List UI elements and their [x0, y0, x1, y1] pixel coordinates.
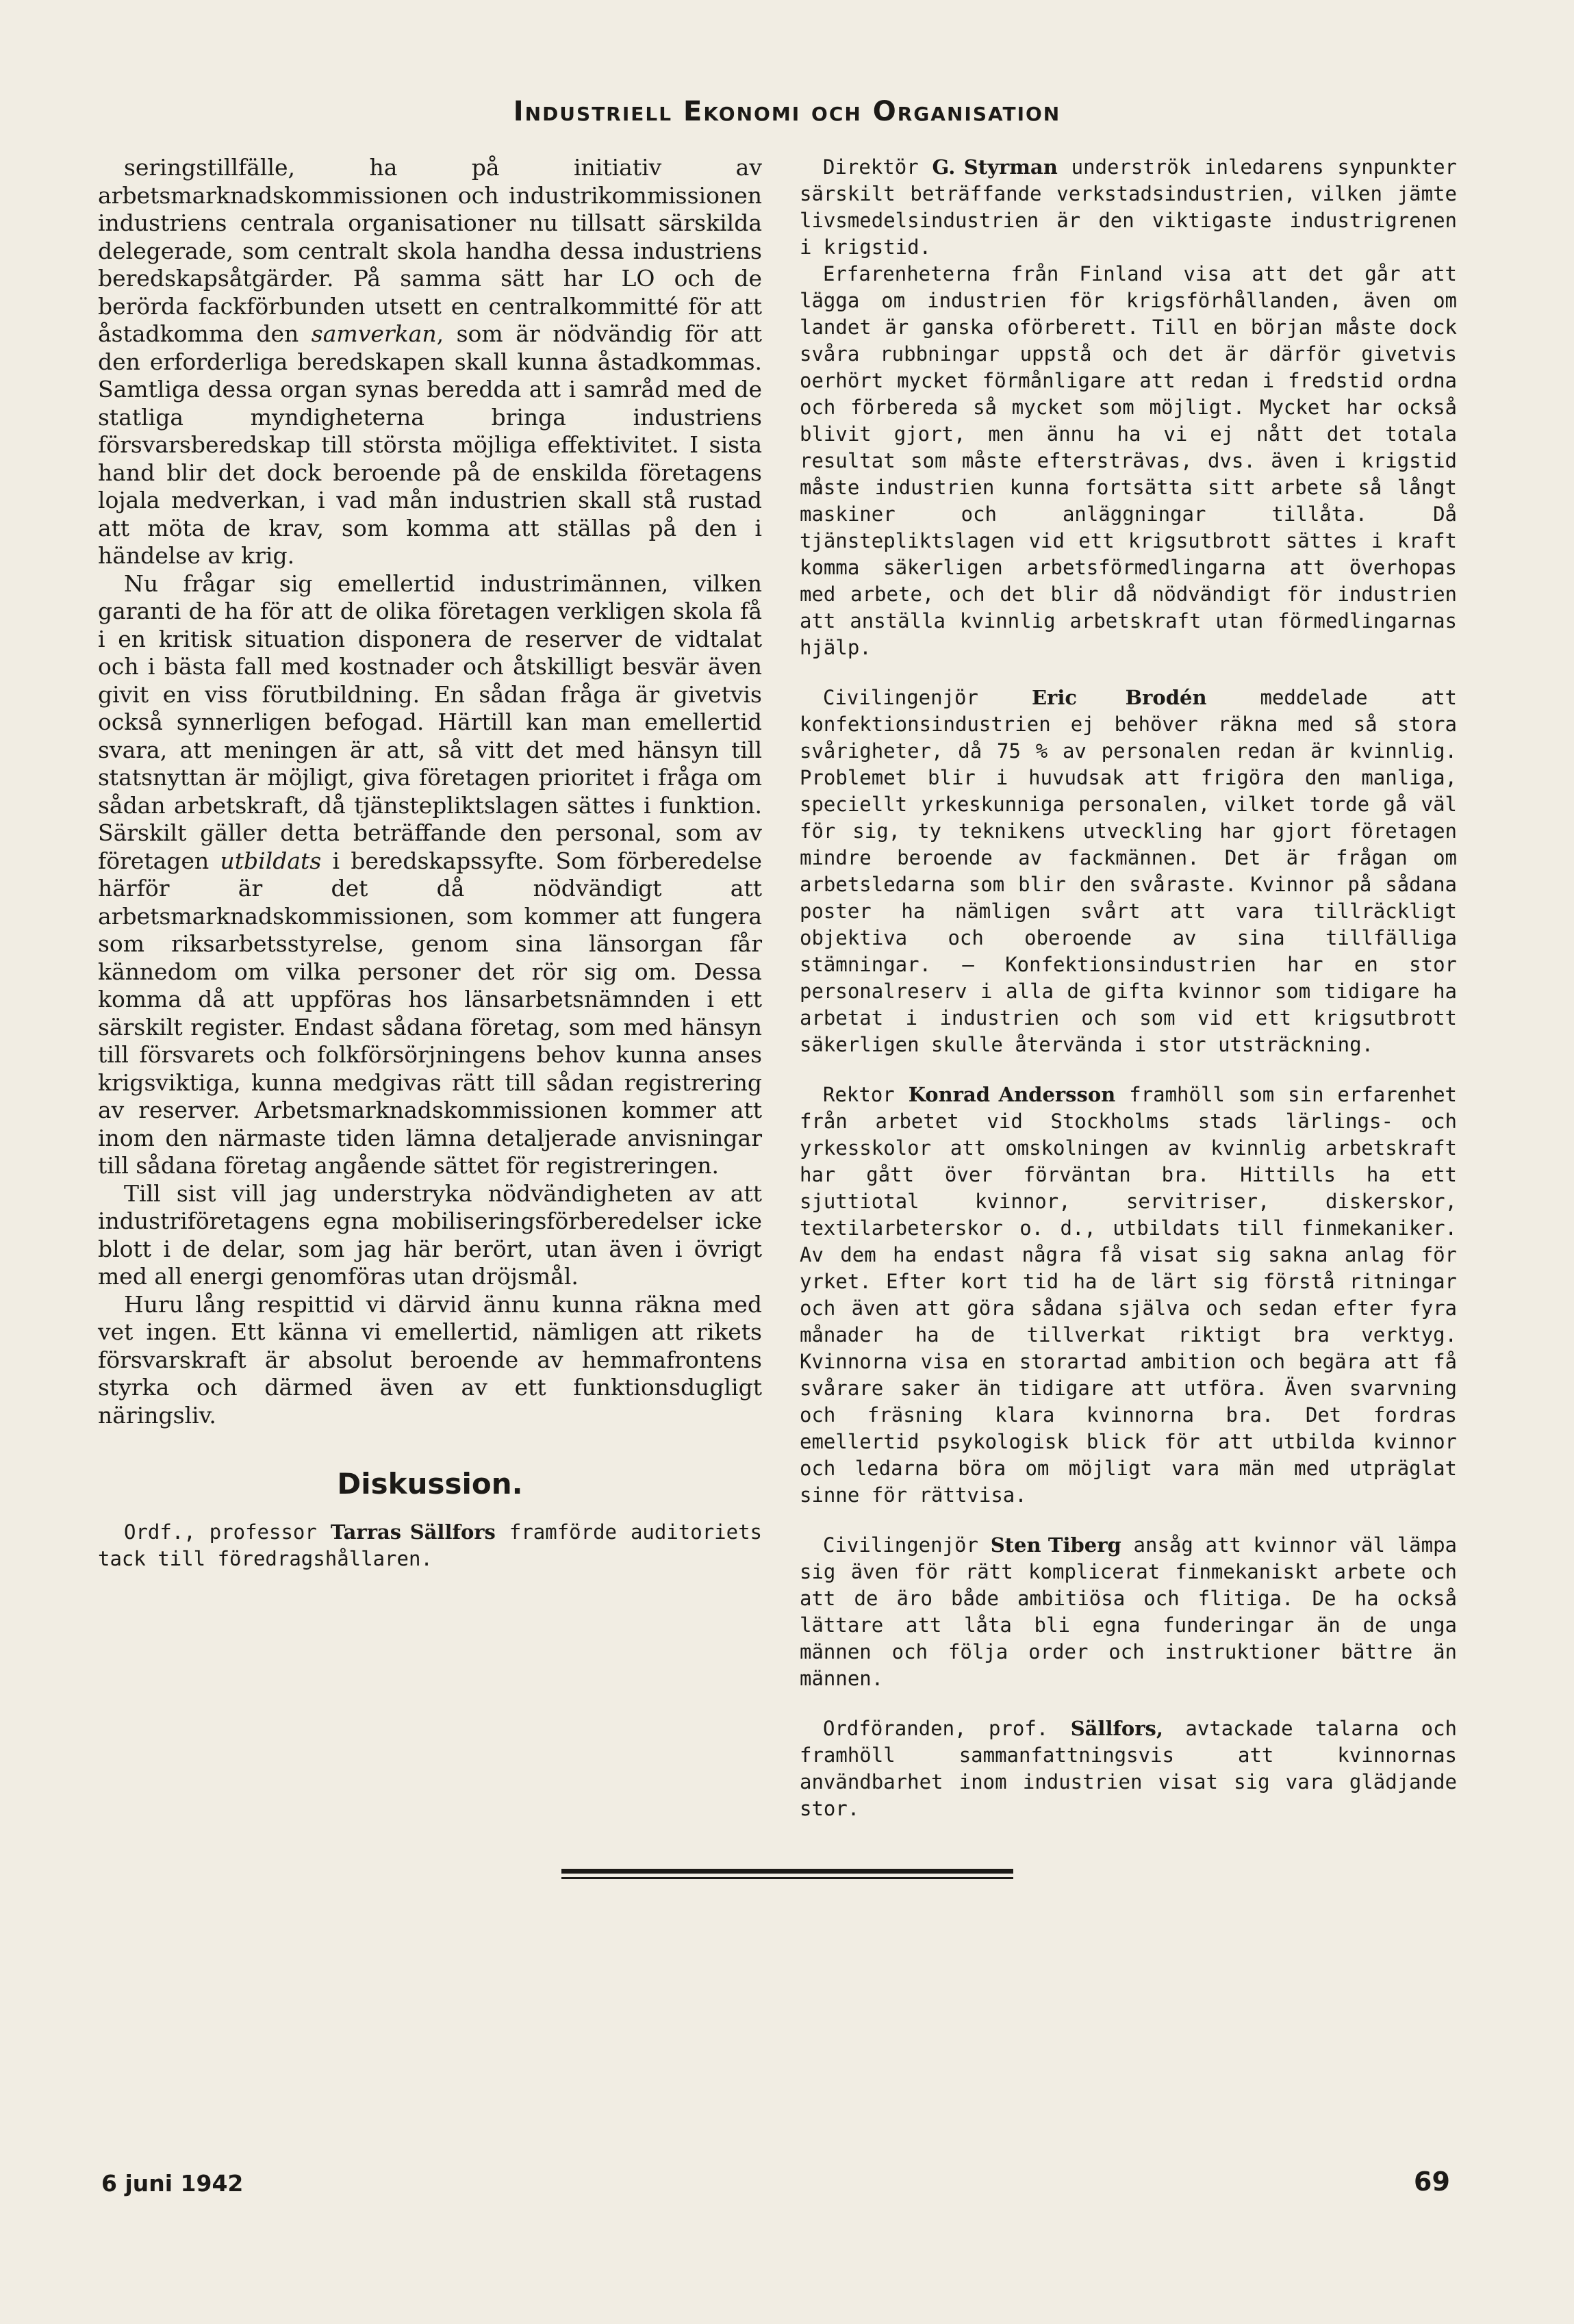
speaker-name: Tarras Sällfors [330, 1520, 496, 1544]
discussion-paragraph: Ordf., professor Tarras Sällfors framförde auditoriets tack till föredragshållaren. [98, 1520, 763, 1570]
page-number: 69 [1414, 2167, 1450, 2197]
right-paragraph-1: Direktör G. Styrman underströk inledarens synpunkter särskilt beträffande verkstadsindustrien, vilken jämte livsmedelsindustrien är den viktigaste industrigrenen i krigstid. [800, 155, 1458, 259]
left-column [98, 154, 762, 1572]
speaker-name: Konrad Andersson [908, 1083, 1116, 1106]
speaker-name: Eric Brodén [1031, 686, 1207, 709]
left-paragraph-3: Till sist vill jag understryka nödvändigheten av att industriföretagens egna mobiliseringsförberedelser icke blott i de delar, som jag här berört, utan även i övrigt med all energi genomföras utan dröjsmål. [98, 1179, 762, 1290]
right-paragraph-4: Rektor Konrad Andersson framhöll som sin erfarenhet från arbetet vid Stockholms stads lärlings- och yrkesskolor att omskolningen av kvinnlig arbetskraft har gått över förväntan bra. Hittills ha ett sjuttiotal kvinnor, servitriser, diskerskor, textilarbeterskor o. d., utbildats till finmekaniker. Av dem ha endast några få visat sig sakna anlag för yrket. Efter kort tid ha de lärt sig förstå ritningar och även att göra sådana själva och sedan efter fyra månader ha de tillverkat riktigt bra verktyg. Kvinnorna visa en storartad ambition och begära att få svårare saker än tidigare att utföra. Även svarvning och fräsning klara kvinnorna bra. Det fordras emellertid psykologisk blick för att utbilda kvinnor och ledarna böra om möjligt vara män med utpräglat sinne för rättvisa. [800, 1083, 1457, 1507]
discussion-section [98, 1519, 762, 1572]
speaker-name: Sällfors, [1070, 1717, 1163, 1740]
divider-thick-rule [561, 1869, 1013, 1874]
right-paragraph-6: Ordföranden, prof. Sällfors, avtackade talarna och framhöll sammanfattningsvis att kvinnornas användbarhet inom industrien visat sig vara glädjande stor. [800, 1717, 1458, 1820]
section-divider [561, 1869, 1013, 1879]
running-header: Industriell Ekonomi och Organisation [513, 96, 1061, 127]
issue-date: 6 juni 1942 [101, 2170, 244, 2197]
speaker-name: G. Styrman [932, 155, 1058, 179]
left-paragraph-4: Huru lång respittid vi därvid ännu kunna räkna med vet ingen. Ett känna vi emellertid, nämligen att rikets försvarskraft är absolut beroende av hemmafrontens styrka och därmed även av ett funktionsdugligt näringsliv. [98, 1290, 762, 1429]
left-paragraph-2: Nu frågar sig emellertid industrimännen, vilken garanti de ha för att de olika företagen verkligen skola få i en kritisk situation disponera de reserver de vidtalat och i bästa fall med kostnader och åtskilligt besvär även givit en viss förutbildning. En sådan fråga är givetvis också synnerligen befogad. Härtill kan man emellertid svara, att meningen är att, så vitt det med hänsyn till statsnyttan är möjligt, giva företagen prioritet i fråga om sådan arbetskraft, då tjänstepliktslagen sättes i funktion. Särskilt gäller detta beträffande den personal, som av företagen utbildats i beredskapssyfte. Som förberedelse härför är det då nödvändigt att arbetsmarknadskommissionen, som kommer att fungera som riksarbetsstyrelse, genom sina länsorgan får kännedom om vilka personer det rör sig om. Dessa komma då att uppföras hos länsarbetsnämnden i ett särskilt register. Endast sådana företag, som med hänsyn till försvarets och folkförsörjningens behov kunna anses krigsviktiga, kunna medgivas rätt till sådan registrering av reserver. Arbetsmarknadskommissionen kommer att inom den närmaste tiden lämna detaljerade anvisningar till sådana företag angående sättet för registreringen. [98, 570, 763, 1179]
right-paragraph-2: Erfarenheterna från Finland visa att det går att lägga om industrien för krigsförhållanden, även om landet är ganska oförberett. Till en början måste dock svåra rubbningar uppstå och det är därför givetvis oerhört mycket förmånligare att redan i fredstid ordna och förbereda så mycket som möjligt. Mycket har också blivit gjort, men ännu ha vi ej nått det totala resultat som måste eftersträvas, dvs. även i krigstid måste industrien kunna fortsätta sitt arbete så långt maskiner och anläggningar tillåta. Då tjänstepliktslagen vid ett krigsutbrott sättes i kraft komma säkerligen arbetsförmedlingarna att överhopas med arbete, och det blir då nödvändigt för industrien att anställa kvinnlig arbetskraft utan förmedlingarnas hjälp. [800, 262, 1457, 659]
discussion-heading: Diskussion. [337, 1467, 523, 1501]
speaker-name: Sten Tiberg [990, 1533, 1121, 1557]
right-paragraph-5: Civilingenjör Sten Tiberg ansåg att kvinnor väl lämpa sig även för rätt komplicerat finmekaniskt arbete och att de äro både ambitiösa och flitiga. De ha också lättare att låta bli egna funderingar än de unga männen och följa order och instruktioner bättre än männen. [800, 1533, 1457, 1690]
right-column [800, 154, 1457, 1822]
divider-thin-rule [561, 1877, 1013, 1879]
left-paragraph-1: seringstillfälle, ha på initiativ av arbetsmarknadskommissionen och industrikommissionen industriens centrala organisationer nu tillsatt särskilda delegerade, som centralt skola handha dessa industriens beredskapsåtgärder. På samma sätt har LO och de berörda fackförbunden utsett en centralkommitté för att åstadkomma den samverkan, som är nödvändig för att den erforderliga beredskapen skall kunna åstadkommas. Samtliga dessa organ synas beredda att i samråd med de statliga myndigheterna bringa industriens försvarsberedskap till största möjliga effektivitet. I sista hand blir det dock beroende på de enskilda företagens lojala medverkan, i vad mån industrien skall stå rustad att möta de krav, som komma att ställas på den i händelse av krig. [98, 154, 763, 569]
right-paragraph-3: Civilingenjör Eric Brodén meddelade att konfektionsindustrien ej behöver räkna med så stora svårigheter, då 75 % av personalen redan är kvinnlig. Problemet blir i huvudsak att frigöra den manliga, speciellt yrkeskunniga personalen, vilket torde gå väl för sig, ty teknikens utveckling har gjort företagen mindre beroende av fackmännen. Det är frågan om arbetsledarna som blir den svåraste. Kvinnor på sådana poster ha nämligen svårt att vara tillräckligt objektiva och oberoende av sina tillfälliga stämningar. — Konfektionsindustrien har en stor personalreserv i alla de gifta kvinnor som tidigare ha arbetat i industrien och som vid ett krigsutbrott säkerligen skulle återvända i stor utsträckning. [800, 686, 1457, 1056]
